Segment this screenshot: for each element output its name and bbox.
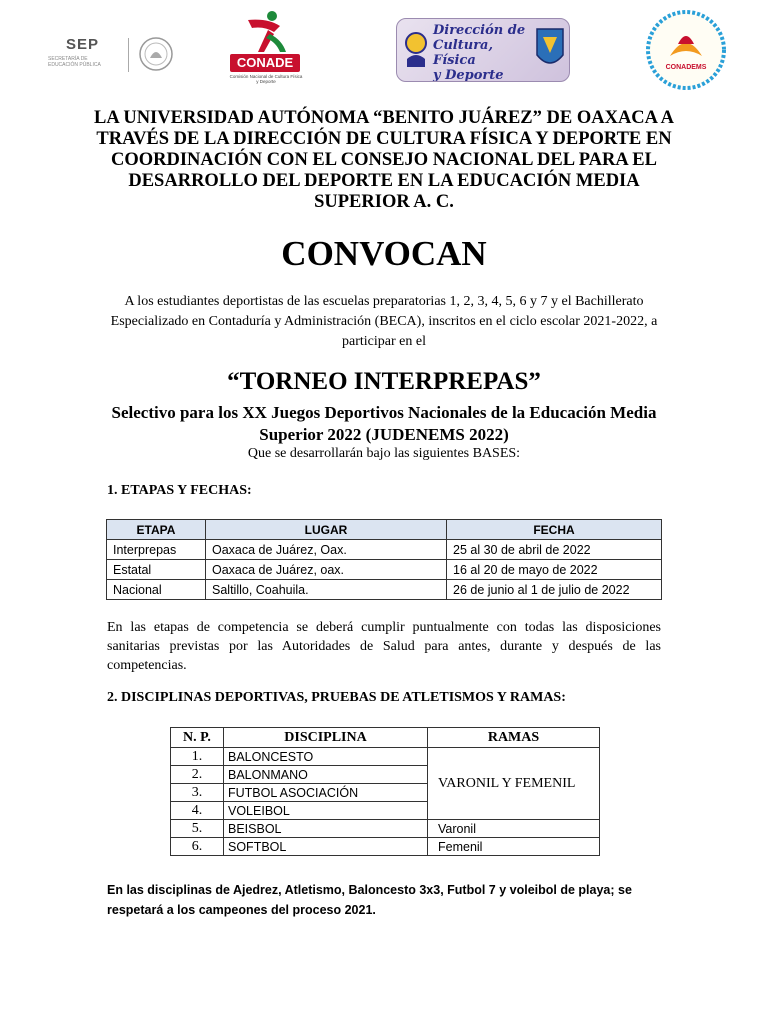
logo-header (0, 0, 768, 100)
disciplinas-table (170, 727, 600, 856)
table-cell: SOFTBOL (224, 838, 428, 856)
conadems-logo (644, 8, 728, 92)
table-cell: Saltillo, Coahuila. (206, 580, 447, 600)
table-cell: 5. (171, 820, 224, 838)
sep-logo (40, 32, 180, 76)
table-cell: 1. (171, 748, 224, 766)
column-header-np: N. P. (171, 728, 224, 748)
table-cell: Oaxaca de Juárez, Oax. (206, 540, 447, 560)
table-cell: Femenil (428, 838, 600, 856)
table-header-row (107, 520, 662, 540)
sep-logo-subtitle: SECRETARÍA DE EDUCACIÓN PÚBLICA (48, 56, 101, 68)
table-cell: Nacional (107, 580, 206, 600)
conadems-logo-text: CONADEMS (665, 64, 707, 71)
direccion-logo-text (433, 23, 537, 82)
table-cell: 16 al 20 de mayo de 2022 (447, 560, 662, 580)
table-cell: BALONCESTO (224, 748, 428, 766)
sanitary-paragraph: En las etapas de competencia se deberá cumplir puntualmente con todas las disposiciones sanitarias previstas por las Autoridades de Salud para antes, durante y después de las competencias. (107, 620, 661, 673)
table-row (171, 820, 600, 838)
direccion-logo-line1: Dirección de (433, 23, 526, 38)
table-cell: Oaxaca de Juárez, oax. (206, 560, 447, 580)
mexico-seal-icon (138, 36, 174, 72)
direccion-logo-line3: y Deporte (433, 68, 504, 82)
table-cell: Interprepas (107, 540, 206, 560)
table-cell: 4. (171, 802, 224, 820)
conade-logo (228, 8, 304, 94)
column-header-lugar: LUGAR (206, 520, 447, 540)
direccion-logo-line2: Cultura, Física (433, 38, 493, 68)
table-cell: 2. (171, 766, 224, 784)
issuer-heading: LA UNIVERSIDAD AUTÓNOMA “BENITO JUÁREZ” DE OAXACA A TRAVÉS DE LA DIRECCIÓN DE CULTURA FÍSICA Y DEPORTE EN COORDINACIÓN CON EL CONSEJO NACIONAL DEL PARA EL DESARROLLO DEL DEPORTE EN LA EDUCACIÓN MEDIA SUPERIOR A. C. (94, 108, 674, 212)
table-cell: Varonil (428, 820, 600, 838)
conade-logo-subtitle: Comisión Nacional de Cultura Física y Deporte (229, 74, 303, 84)
bases-line: Que se desarrollarán bajo las siguientes BASES: (247, 446, 521, 461)
table-row (171, 838, 600, 856)
conade-logo-text: CONADE (230, 54, 300, 72)
convocan-title: CONVOCAN (281, 234, 487, 273)
section-disciplinas-title: 2. DISCIPLINAS DEPORTIVAS, PRUEBAS DE ATLETISMOS Y RAMAS: (107, 690, 566, 705)
column-header-fecha: FECHA (447, 520, 662, 540)
table-row (107, 560, 662, 580)
sep-logo-text: SEP (66, 36, 100, 53)
table-cell: BEISBOL (224, 820, 428, 838)
table-cell: Estatal (107, 560, 206, 580)
university-shield-icon (535, 27, 565, 71)
table-row (171, 748, 600, 766)
etapas-table (106, 519, 662, 600)
selectivo-subtitle: Selectivo para los XX Juegos Deportivos Nacionales de la Educación Media Superior 2022 (JUDENEMS 2022) (111, 403, 657, 444)
section-etapas-title: 1. ETAPAS Y FECHAS: (107, 483, 252, 498)
table-cell: 26 de junio al 1 de julio de 2022 (447, 580, 662, 600)
direccion-cultura-fisica-logo (396, 18, 570, 82)
intro-paragraph: A los estudiantes deportistas de las escuelas preparatorias 1, 2, 3, 4, 5, 6 y 7 y el Bachillerato Especializado en Contaduría y Administración (BECA), inscritos en el ciclo escolar 2021-2022, a participar en el (110, 294, 658, 349)
conadems-emblem-icon (644, 8, 728, 92)
runner-icon (228, 8, 304, 54)
table-cell: FUTBOL ASOCIACIÓN (224, 784, 428, 802)
tournament-title: “TORNEO INTERPREPAS” (227, 368, 541, 395)
divider (128, 38, 129, 72)
table-cell: VOLEIBOL (224, 802, 428, 820)
sports-emblem-icon (401, 29, 431, 69)
merged-rama-cell: VARONIL Y FEMENIL (428, 748, 600, 820)
table-cell: 25 al 30 de abril de 2022 (447, 540, 662, 560)
column-header-disciplina: DISCIPLINA (224, 728, 428, 748)
table-cell: BALONMANO (224, 766, 428, 784)
table-row (107, 540, 662, 560)
champions-note: En las disciplinas de Ajedrez, Atletismo, Baloncesto 3x3, Futbol 7 y voleibol de playa; se respetará a los campeones del proceso 2021. (107, 883, 632, 917)
table-cell: 3. (171, 784, 224, 802)
table-row (107, 580, 662, 600)
column-header-ramas: RAMAS (428, 728, 600, 748)
column-header-etapa: ETAPA (107, 520, 206, 540)
table-header-row (171, 728, 600, 748)
table-cell: 6. (171, 838, 224, 856)
